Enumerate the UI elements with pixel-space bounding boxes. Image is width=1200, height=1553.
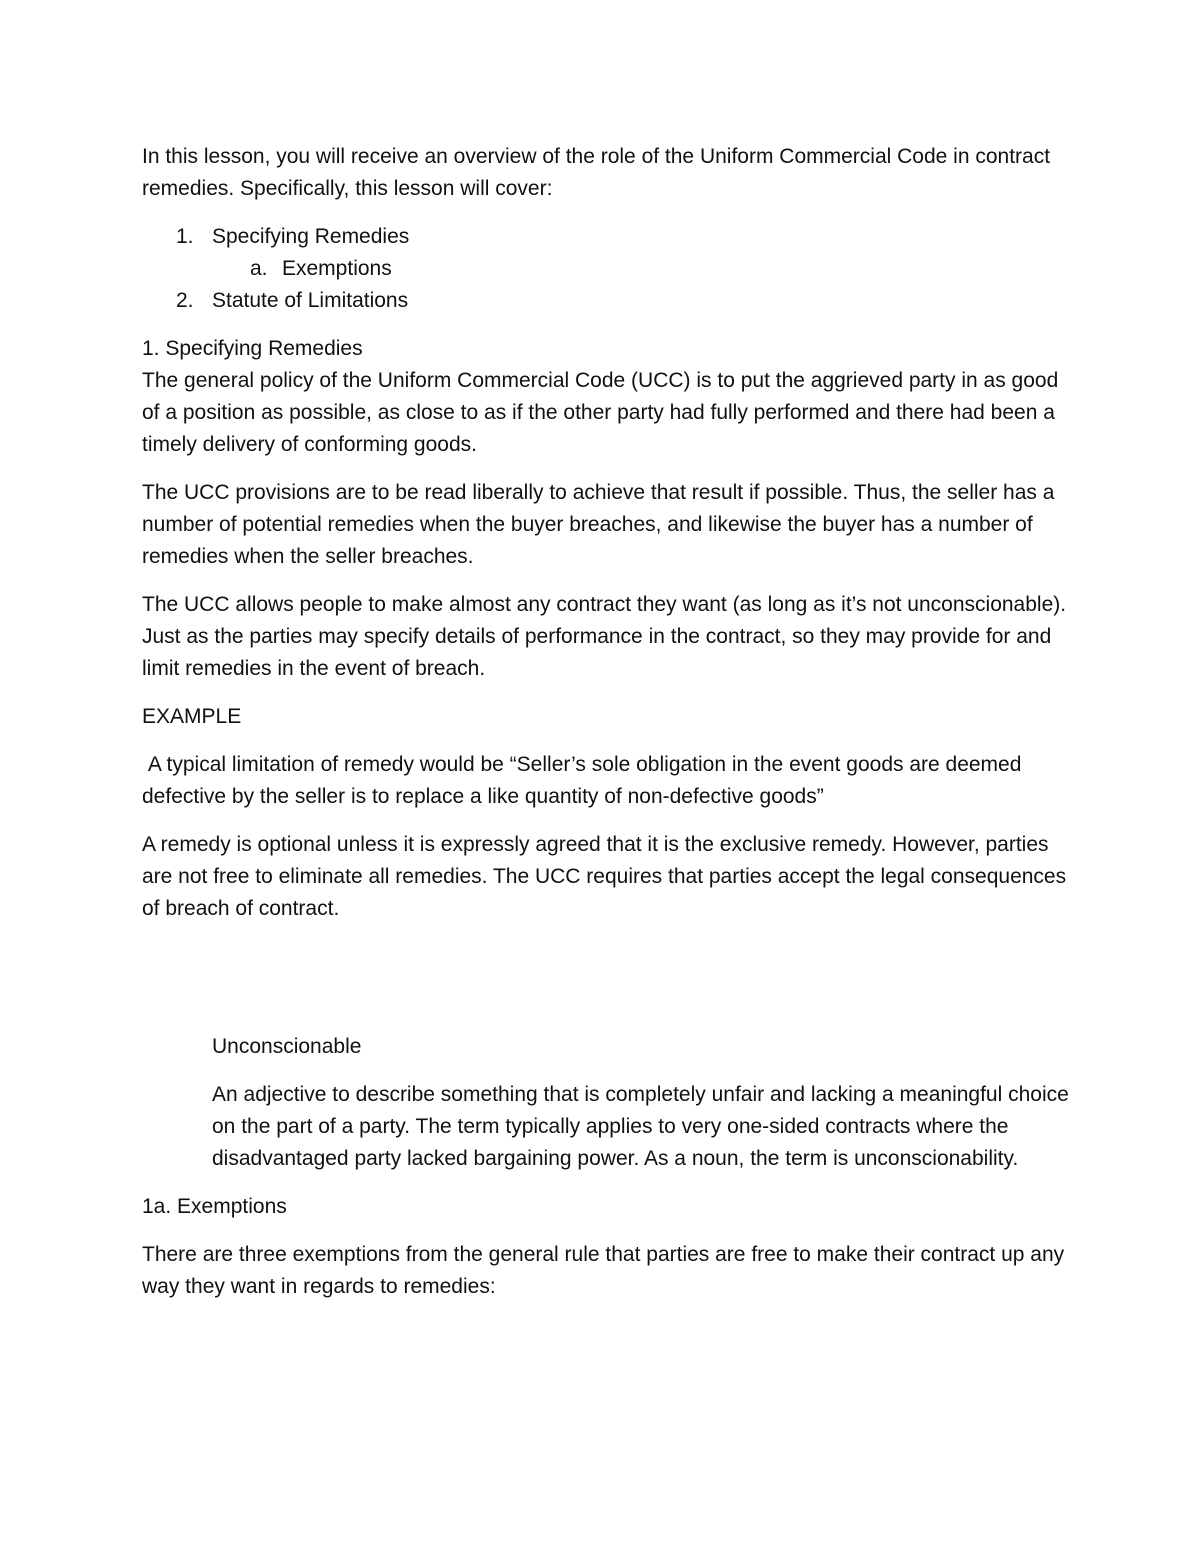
outline-number: 2. (176, 289, 194, 312)
spacer (142, 941, 1072, 1031)
definition-term: Unconscionable (212, 1035, 362, 1058)
section1a-paragraph-1: There are three exemptions from the general rule that parties are free to make their contract up any way they want in regards to remedies: (142, 1243, 1065, 1298)
outline-item-statute-of-limitations (142, 285, 1072, 317)
section1-paragraph-2: The UCC provisions are to be read liberally to achieve that result if possible. Thus, the seller has a number of potential remedies when the buyer breaches, and likewise the buyer has a number of remedies when the seller breaches. (142, 481, 1055, 568)
section-heading-exemptions: 1a. Exemptions (142, 1195, 287, 1218)
outline-number: a. (250, 257, 268, 280)
lesson-outline (142, 221, 1072, 317)
outline-item-specifying-remedies (142, 221, 1072, 253)
intro-paragraph: In this lesson, you will receive an overview of the role of the Uniform Commercial Code in contract remedies. Specifically, this lesson will cover: (142, 145, 1051, 200)
section1-paragraph-4: A remedy is optional unless it is expressly agreed that it is the exclusive remedy. However, parties are not free to eliminate all remedies. The UCC requires that parties accept the legal consequences of breach of contract. (142, 833, 1067, 920)
outline-item-exemptions (142, 253, 1072, 285)
section1-paragraph-1: The general policy of the Uniform Commercial Code (UCC) is to put the aggrieved party in as good of a position as possible, as close to as if the other party had fully performed and there had been a timely delivery of conforming goods. (142, 369, 1059, 456)
section1-paragraph-3: The UCC allows people to make almost any contract they want (as long as it’s not unconscionable). Just as the parties may specify details of performance in the contract, so they may provide for and limit remedies in the event of breach. (142, 593, 1067, 680)
outline-number: 1. (176, 225, 194, 248)
section-heading-specifying-remedies: 1. Specifying Remedies (142, 337, 363, 360)
definition-text: An adjective to describe something that is completely unfair and lacking a meaningful choice on the part of a party. The term typically applies to very one-sided contracts where the disadvantaged party lacked bargaining power. As a noun, the term is unconscionability. (212, 1083, 1069, 1170)
definition-box (212, 1031, 1072, 1175)
outline-label: Specifying Remedies (212, 225, 410, 248)
example-text: A typical limitation of remedy would be “Seller’s sole obligation in the event goods are deemed defective by the seller is to replace a like quantity of non-defective goods” (142, 753, 1028, 808)
document-content (142, 141, 1072, 1319)
example-label: EXAMPLE (142, 705, 242, 728)
outline-label: Statute of Limitations (212, 289, 409, 312)
outline-label: Exemptions (282, 257, 392, 280)
